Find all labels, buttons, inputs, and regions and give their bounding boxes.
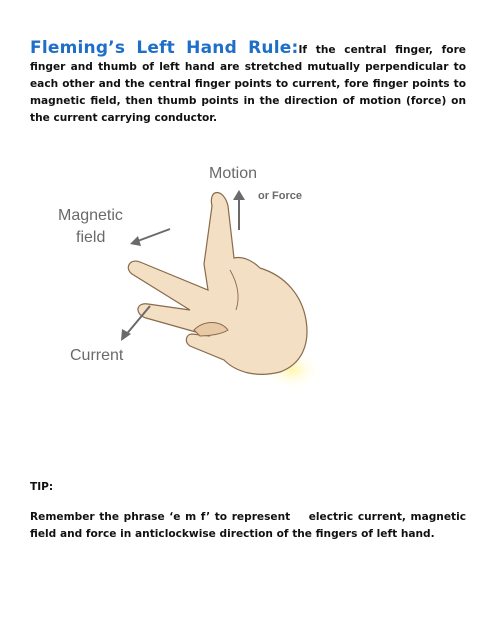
current-label: Current bbox=[70, 347, 124, 364]
magnetic-field-arrow bbox=[130, 229, 170, 246]
field-label: field bbox=[76, 229, 106, 246]
motion-arrow bbox=[233, 190, 245, 230]
motion-label: Motion bbox=[209, 165, 258, 182]
force-label: or Force bbox=[258, 190, 303, 202]
hand-shape bbox=[128, 193, 307, 375]
rule-title: Fleming’s Left Hand Rule: bbox=[30, 38, 299, 58]
left-hand-rule-figure bbox=[40, 158, 370, 390]
current-arrow bbox=[121, 306, 150, 341]
tip-heading: TIP: bbox=[30, 481, 54, 493]
rule-paragraph bbox=[30, 40, 466, 127]
tip-text: Remember the phrase ‘e m f’ to represent electric current, magnetic field and force in anticlockwise direction of the fingers of left hand. bbox=[30, 511, 470, 540]
magnetic-label: Magnetic bbox=[58, 207, 123, 224]
rule-text: If the central finger, fore finger and thumb of left hand are stretched mutually perpendicular to each other and the central finger points to current, fore finger points to magnetic field, then thumb points in the direction of motion (force) on the current carrying conductor. bbox=[30, 44, 466, 124]
